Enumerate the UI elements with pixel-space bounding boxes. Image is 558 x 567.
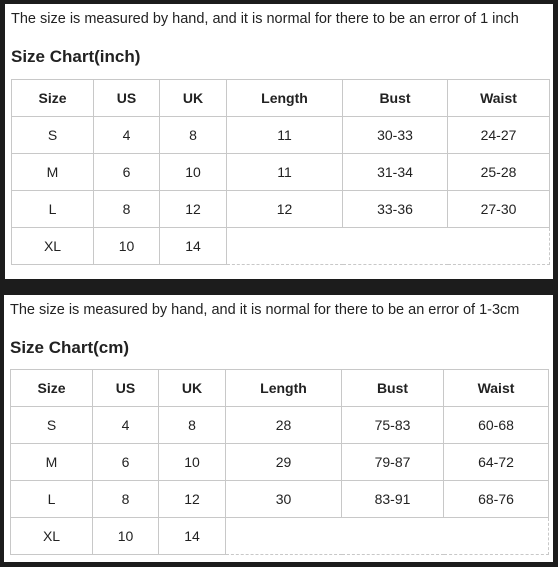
cell-length: 30 bbox=[226, 481, 342, 518]
cell-bust: 30-33 bbox=[343, 117, 448, 154]
cell-length: 28 bbox=[226, 407, 342, 444]
cell-uk: 10 bbox=[159, 444, 226, 481]
measurement-note: The size is measured by hand, and it is normal for there to be an error of 1-3cm bbox=[10, 302, 520, 318]
cell-waist: 24-27 bbox=[448, 117, 550, 154]
cell-us: 8 bbox=[93, 481, 159, 518]
cell-empty bbox=[227, 228, 550, 265]
cell-waist: 25-28 bbox=[448, 154, 550, 191]
cell-length: 11 bbox=[227, 117, 343, 154]
header-size: Size bbox=[11, 370, 93, 407]
table-row bbox=[11, 407, 549, 444]
table-header-row bbox=[12, 80, 550, 117]
cell-uk: 8 bbox=[159, 407, 226, 444]
table-row bbox=[12, 117, 550, 154]
cell-bust: 79-87 bbox=[342, 444, 444, 481]
cell-waist: 64-72 bbox=[444, 444, 549, 481]
cell-uk: 8 bbox=[160, 117, 227, 154]
cell-bust: 83-91 bbox=[342, 481, 444, 518]
cell-empty bbox=[226, 518, 549, 555]
header-us: US bbox=[93, 370, 159, 407]
cell-uk: 12 bbox=[159, 481, 226, 518]
cell-size: XL bbox=[12, 228, 94, 265]
size-chart-table bbox=[10, 369, 549, 555]
size-chart-cm-panel bbox=[4, 295, 553, 562]
size-chart-title: Size Chart(inch) bbox=[11, 47, 141, 66]
table-row bbox=[12, 154, 550, 191]
cell-size: L bbox=[11, 481, 93, 518]
cell-us: 4 bbox=[94, 117, 160, 154]
cell-uk: 10 bbox=[160, 154, 227, 191]
size-chart-inch-panel bbox=[5, 4, 553, 279]
header-bust: Bust bbox=[343, 80, 448, 117]
header-uk: UK bbox=[159, 370, 226, 407]
cell-us: 6 bbox=[94, 154, 160, 191]
cell-waist: 68-76 bbox=[444, 481, 549, 518]
cell-uk: 12 bbox=[160, 191, 227, 228]
cell-size: S bbox=[12, 117, 94, 154]
cell-us: 8 bbox=[94, 191, 160, 228]
header-bust: Bust bbox=[342, 370, 444, 407]
header-uk: UK bbox=[160, 80, 227, 117]
cell-bust: 75-83 bbox=[342, 407, 444, 444]
table-header-row bbox=[11, 370, 549, 407]
cell-length: 11 bbox=[227, 154, 343, 191]
cell-size: M bbox=[11, 444, 93, 481]
header-waist: Waist bbox=[444, 370, 549, 407]
cell-size: L bbox=[12, 191, 94, 228]
table-row bbox=[11, 518, 549, 555]
cell-uk: 14 bbox=[160, 228, 227, 265]
header-length: Length bbox=[226, 370, 342, 407]
cell-us: 10 bbox=[93, 518, 159, 555]
size-chart-table bbox=[11, 79, 550, 265]
header-waist: Waist bbox=[448, 80, 550, 117]
size-chart-title: Size Chart(cm) bbox=[10, 338, 130, 357]
cell-length: 29 bbox=[226, 444, 342, 481]
cell-uk: 14 bbox=[159, 518, 226, 555]
table-row bbox=[11, 481, 549, 518]
cell-us: 6 bbox=[93, 444, 159, 481]
cell-length: 12 bbox=[227, 191, 343, 228]
cell-bust: 31-34 bbox=[343, 154, 448, 191]
cell-us: 10 bbox=[94, 228, 160, 265]
cell-size: XL bbox=[11, 518, 93, 555]
table-row bbox=[12, 191, 550, 228]
table-row bbox=[12, 228, 550, 265]
measurement-note: The size is measured by hand, and it is normal for there to be an error of 1 inch bbox=[11, 11, 519, 27]
table-row bbox=[11, 444, 549, 481]
header-size: Size bbox=[12, 80, 94, 117]
cell-waist: 27-30 bbox=[448, 191, 550, 228]
cell-size: M bbox=[12, 154, 94, 191]
header-length: Length bbox=[227, 80, 343, 117]
header-us: US bbox=[94, 80, 160, 117]
cell-us: 4 bbox=[93, 407, 159, 444]
cell-bust: 33-36 bbox=[343, 191, 448, 228]
cell-size: S bbox=[11, 407, 93, 444]
cell-waist: 60-68 bbox=[444, 407, 549, 444]
